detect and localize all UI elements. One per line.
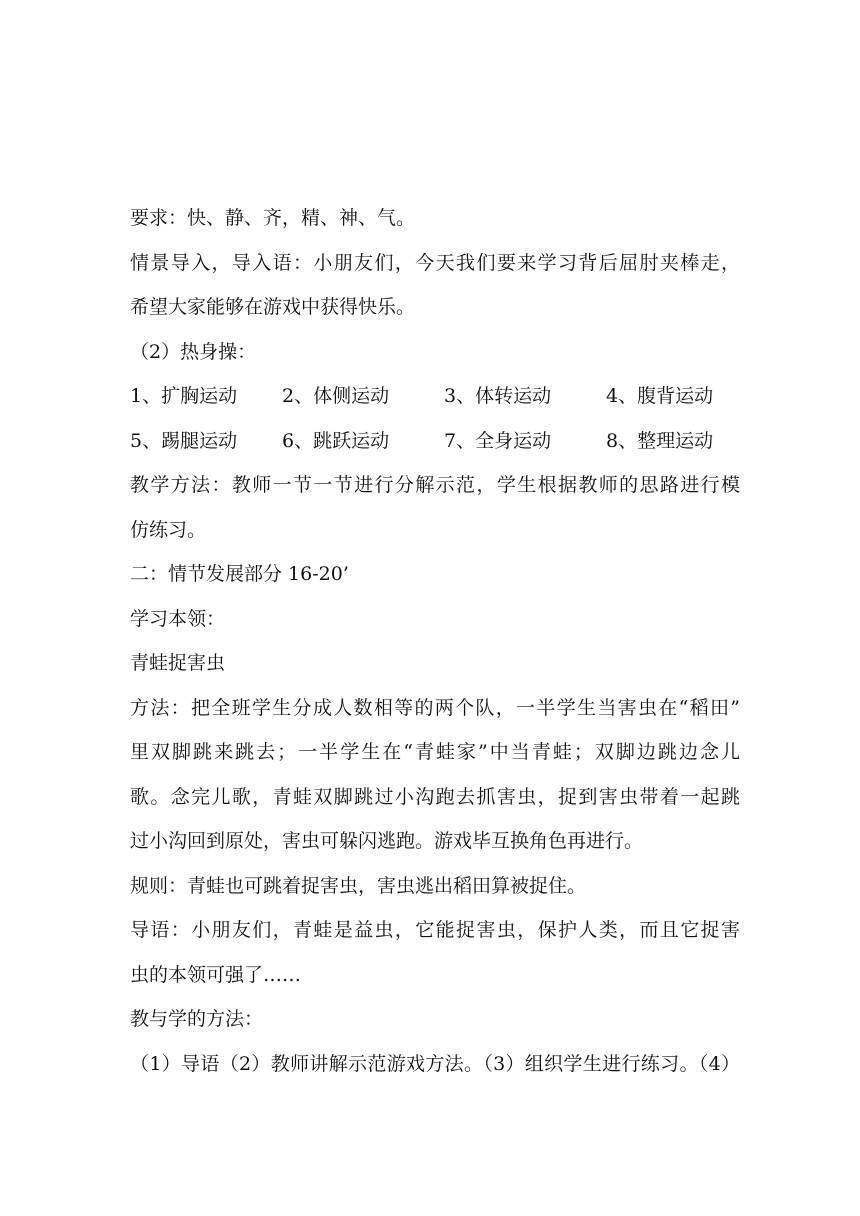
exercise-row-2: [130, 419, 740, 464]
game-title: 青蛙捉害虫: [130, 652, 226, 674]
method-paragraph-line: 歌。念完儿歌，青蛙双脚跳过小沟跑去抓害虫，捉到害虫带着一起跳: [130, 785, 740, 808]
teaching-method-line: 教学方法：教师一节一节进行分解示范，学生根据教师的思路进行模: [130, 474, 740, 496]
method-paragraph-line: 方法：把全班学生分成人数相等的两个队，一半学生当害虫在“稻田”: [130, 696, 740, 719]
exercise-item: 4、腹背运动: [606, 385, 714, 407]
rules-line: 规则：青蛙也可跳着捉害虫，害虫逃出稻田算被捉住。: [130, 874, 587, 897]
exercise-item: 1、扩胸运动: [130, 385, 238, 407]
document-body: [130, 196, 740, 1086]
exercise-item: 6、跳跃运动: [282, 429, 390, 452]
section-two-heading: 二：情节发展部分 16-20’: [130, 563, 349, 585]
warmup-heading: （2）热身操：: [130, 340, 257, 363]
teaching-learning-methods-heading: 教与学的方法：: [130, 1008, 264, 1030]
teaching-method-line-cont: 仿练习。: [130, 518, 207, 541]
requirements-line: 要求：快、静、齐，精、神、气。: [130, 207, 416, 229]
scenario-intro-line-cont: 希望大家能够在游戏中获得快乐。: [130, 296, 416, 318]
teaching-steps-line: （1）导语（2）教师讲解示范游戏方法。（3）组织学生进行练习。（4）: [130, 1052, 740, 1075]
scenario-intro-line: 情景导入，导入语：小朋友们，今天我们要来学习背后屈肘夹棒走，: [130, 251, 740, 274]
method-paragraph-line: 里双脚跳来跳去；一半学生在“青蛙家”中当青蛙；双脚边跳边念儿: [130, 741, 740, 763]
exercise-row-1: [130, 374, 740, 419]
exercise-item: 5、踢腿运动: [130, 429, 238, 452]
exercise-item: 3、体转运动: [444, 385, 552, 407]
learn-skills-heading: 学习本领：: [130, 607, 226, 630]
exercise-item: 7、全身运动: [444, 429, 552, 452]
exercise-item: 2、体侧运动: [282, 385, 390, 407]
exercise-item: 8、整理运动: [606, 429, 714, 452]
guide-words-line: 导语：小朋友们，青蛙是益虫，它能捉害虫，保护人类，而且它捉害: [130, 919, 740, 941]
guide-words-line-cont: 虫的本领可强了……: [130, 963, 302, 986]
method-paragraph-line: 过小沟回到原处，害虫可躲闪逃跑。游戏毕互换角色再进行。: [130, 830, 644, 852]
